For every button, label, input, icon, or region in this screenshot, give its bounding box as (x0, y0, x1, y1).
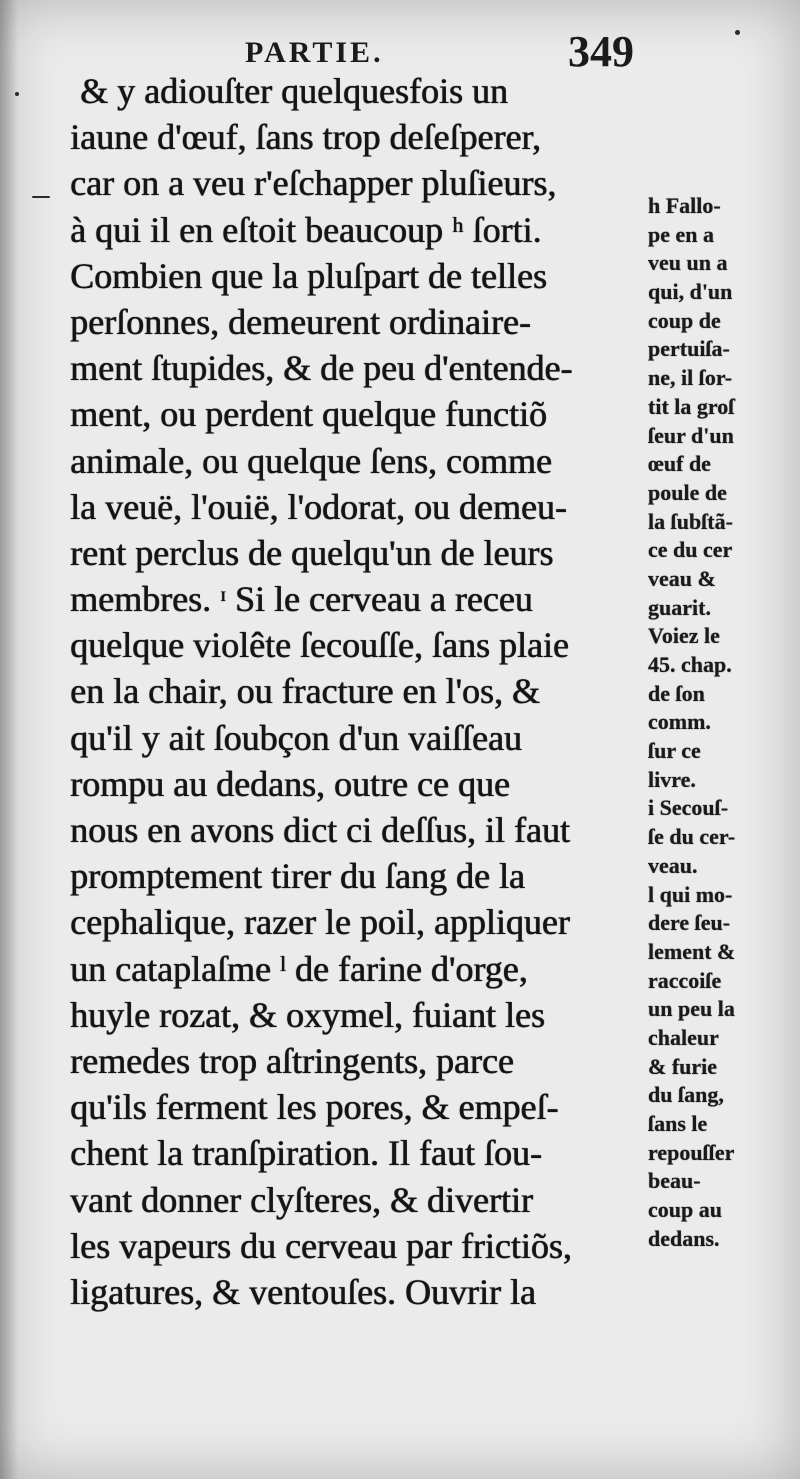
text-line: les vapeurs du cerveau par frictiõs, (70, 1225, 572, 1266)
text-line: perſonnes, demeurent ordinaire- (70, 301, 531, 342)
text-line: la veuë, l'ouië, l'odorat, ou demeu- (70, 486, 567, 527)
text-line: huyle rozat, & oxymel, fuiant les (70, 994, 545, 1035)
text-line: en la chair, ou fracture en l'os, & (70, 671, 540, 712)
text-line: rompu au dedans, outre ce que (70, 763, 510, 804)
margin-note-line: chaleur (648, 1024, 719, 1050)
margin-note-line: livre. (648, 766, 696, 792)
text-line: qu'ils ferment les pores, & empeſ- (70, 1087, 559, 1128)
text-line: promptement tirer du ſang de la (70, 856, 525, 897)
text-line: quelque violête ſecouſſe, ſans plaie (70, 625, 569, 666)
page-header (0, 14, 800, 74)
text-line: ment, ou perdent quelque functiõ (70, 394, 547, 435)
ink-speck (735, 30, 740, 35)
margin-note-line: Voiez le (648, 623, 720, 649)
margin-note-line: dere ſeu- (648, 910, 731, 936)
text-line: iaune d'œuf, ſans trop deſeſperer, (70, 117, 541, 158)
margin-note-line: veu un a (648, 250, 728, 276)
margin-note-line: œuf de (648, 451, 711, 477)
margin-note-line: ne, il ſor- (648, 365, 733, 391)
running-head: PARTIE. (245, 36, 384, 69)
margin-note-line: ſe du cer- (648, 824, 736, 850)
text-line: ligatures, & ventouſes. Ouvrir la (70, 1271, 536, 1312)
margin-note-line: l qui mo- (648, 881, 733, 907)
margin-note-line: guarit. (648, 594, 711, 620)
margin-note-line: lement & (648, 938, 736, 964)
margin-note-line: i Secouſ- (648, 795, 729, 821)
ink-speck (15, 92, 19, 96)
text-line: cephalique, razer le poil, appliquer (70, 902, 570, 943)
text-line: & y adiouſter quelquesfois un (80, 71, 508, 111)
ink-speck (32, 196, 50, 198)
margin-note-line: ſur ce (648, 738, 701, 764)
margin-note-line: h Fallo- (648, 193, 721, 218)
margin-note-line: coup au (648, 1197, 722, 1223)
margin-note-line: du ſang, (648, 1082, 724, 1108)
margin-note-line: un peu la (648, 996, 735, 1022)
margin-note-line: ſans le (648, 1111, 708, 1136)
margin-note-line: & furie (648, 1053, 718, 1079)
margin-note-line: coup de (648, 307, 721, 333)
text-line: nous en avons dict ci deſſus, il faut (70, 810, 570, 850)
margin-note-line: poule de (648, 479, 727, 505)
margin-note-line: veau. (648, 852, 698, 878)
margin-note-line: pe en a (648, 221, 714, 247)
margin-note-line: ſeur d'un (648, 422, 734, 448)
margin-note-line: la ſubſtã- (648, 508, 733, 534)
margin-notes (648, 192, 794, 1253)
text-line: chent la tranſpiration. Il faut ſou- (70, 1133, 542, 1174)
text-line: un cataplaſme ˡ de farine d'orge, (70, 948, 528, 989)
text-line: qu'il y ait ſoubçon d'un vaiſſeau (70, 717, 522, 758)
margin-note-line: beau- (648, 1168, 701, 1194)
margin-note-line: raccoiſe (648, 967, 722, 993)
margin-note-line: repouſſer (648, 1139, 735, 1165)
margin-note-line: tit la groſ (648, 393, 735, 419)
margin-note-line: qui, d'un (648, 279, 733, 305)
text-line: membres. ᶦ Si le cerveau a receu (70, 579, 533, 620)
margin-note-line: dedans. (648, 1225, 720, 1251)
margin-note-line: de ſon (648, 680, 705, 706)
margin-note-line: veau & (648, 565, 716, 591)
margin-note-line: 45. chap. (648, 652, 732, 677)
text-line: Combien que la pluſpart de telles (70, 255, 547, 296)
page-number: 349 (568, 27, 634, 76)
margin-note-line: comm. (648, 709, 711, 735)
main-text-block (70, 68, 650, 1315)
margin-note-line: ce du cer (648, 537, 733, 563)
text-line: rent perclus de quelqu'un de leurs (70, 532, 554, 573)
text-line: remedes trop aſtringents, parce (70, 1040, 514, 1081)
text-line: animale, ou quelque ſens, comme (70, 440, 552, 481)
text-line: car on a veu r'eſchapper pluſieurs, (70, 163, 557, 204)
text-line: à qui il en eſtoit beaucoup ʰ ſorti. (70, 209, 542, 250)
text-line: ment ſtupides, & de peu d'entende- (70, 348, 573, 389)
text-line: vant donner clyſteres, & divertir (70, 1179, 533, 1220)
margin-note-line: pertuiſa- (648, 336, 730, 362)
